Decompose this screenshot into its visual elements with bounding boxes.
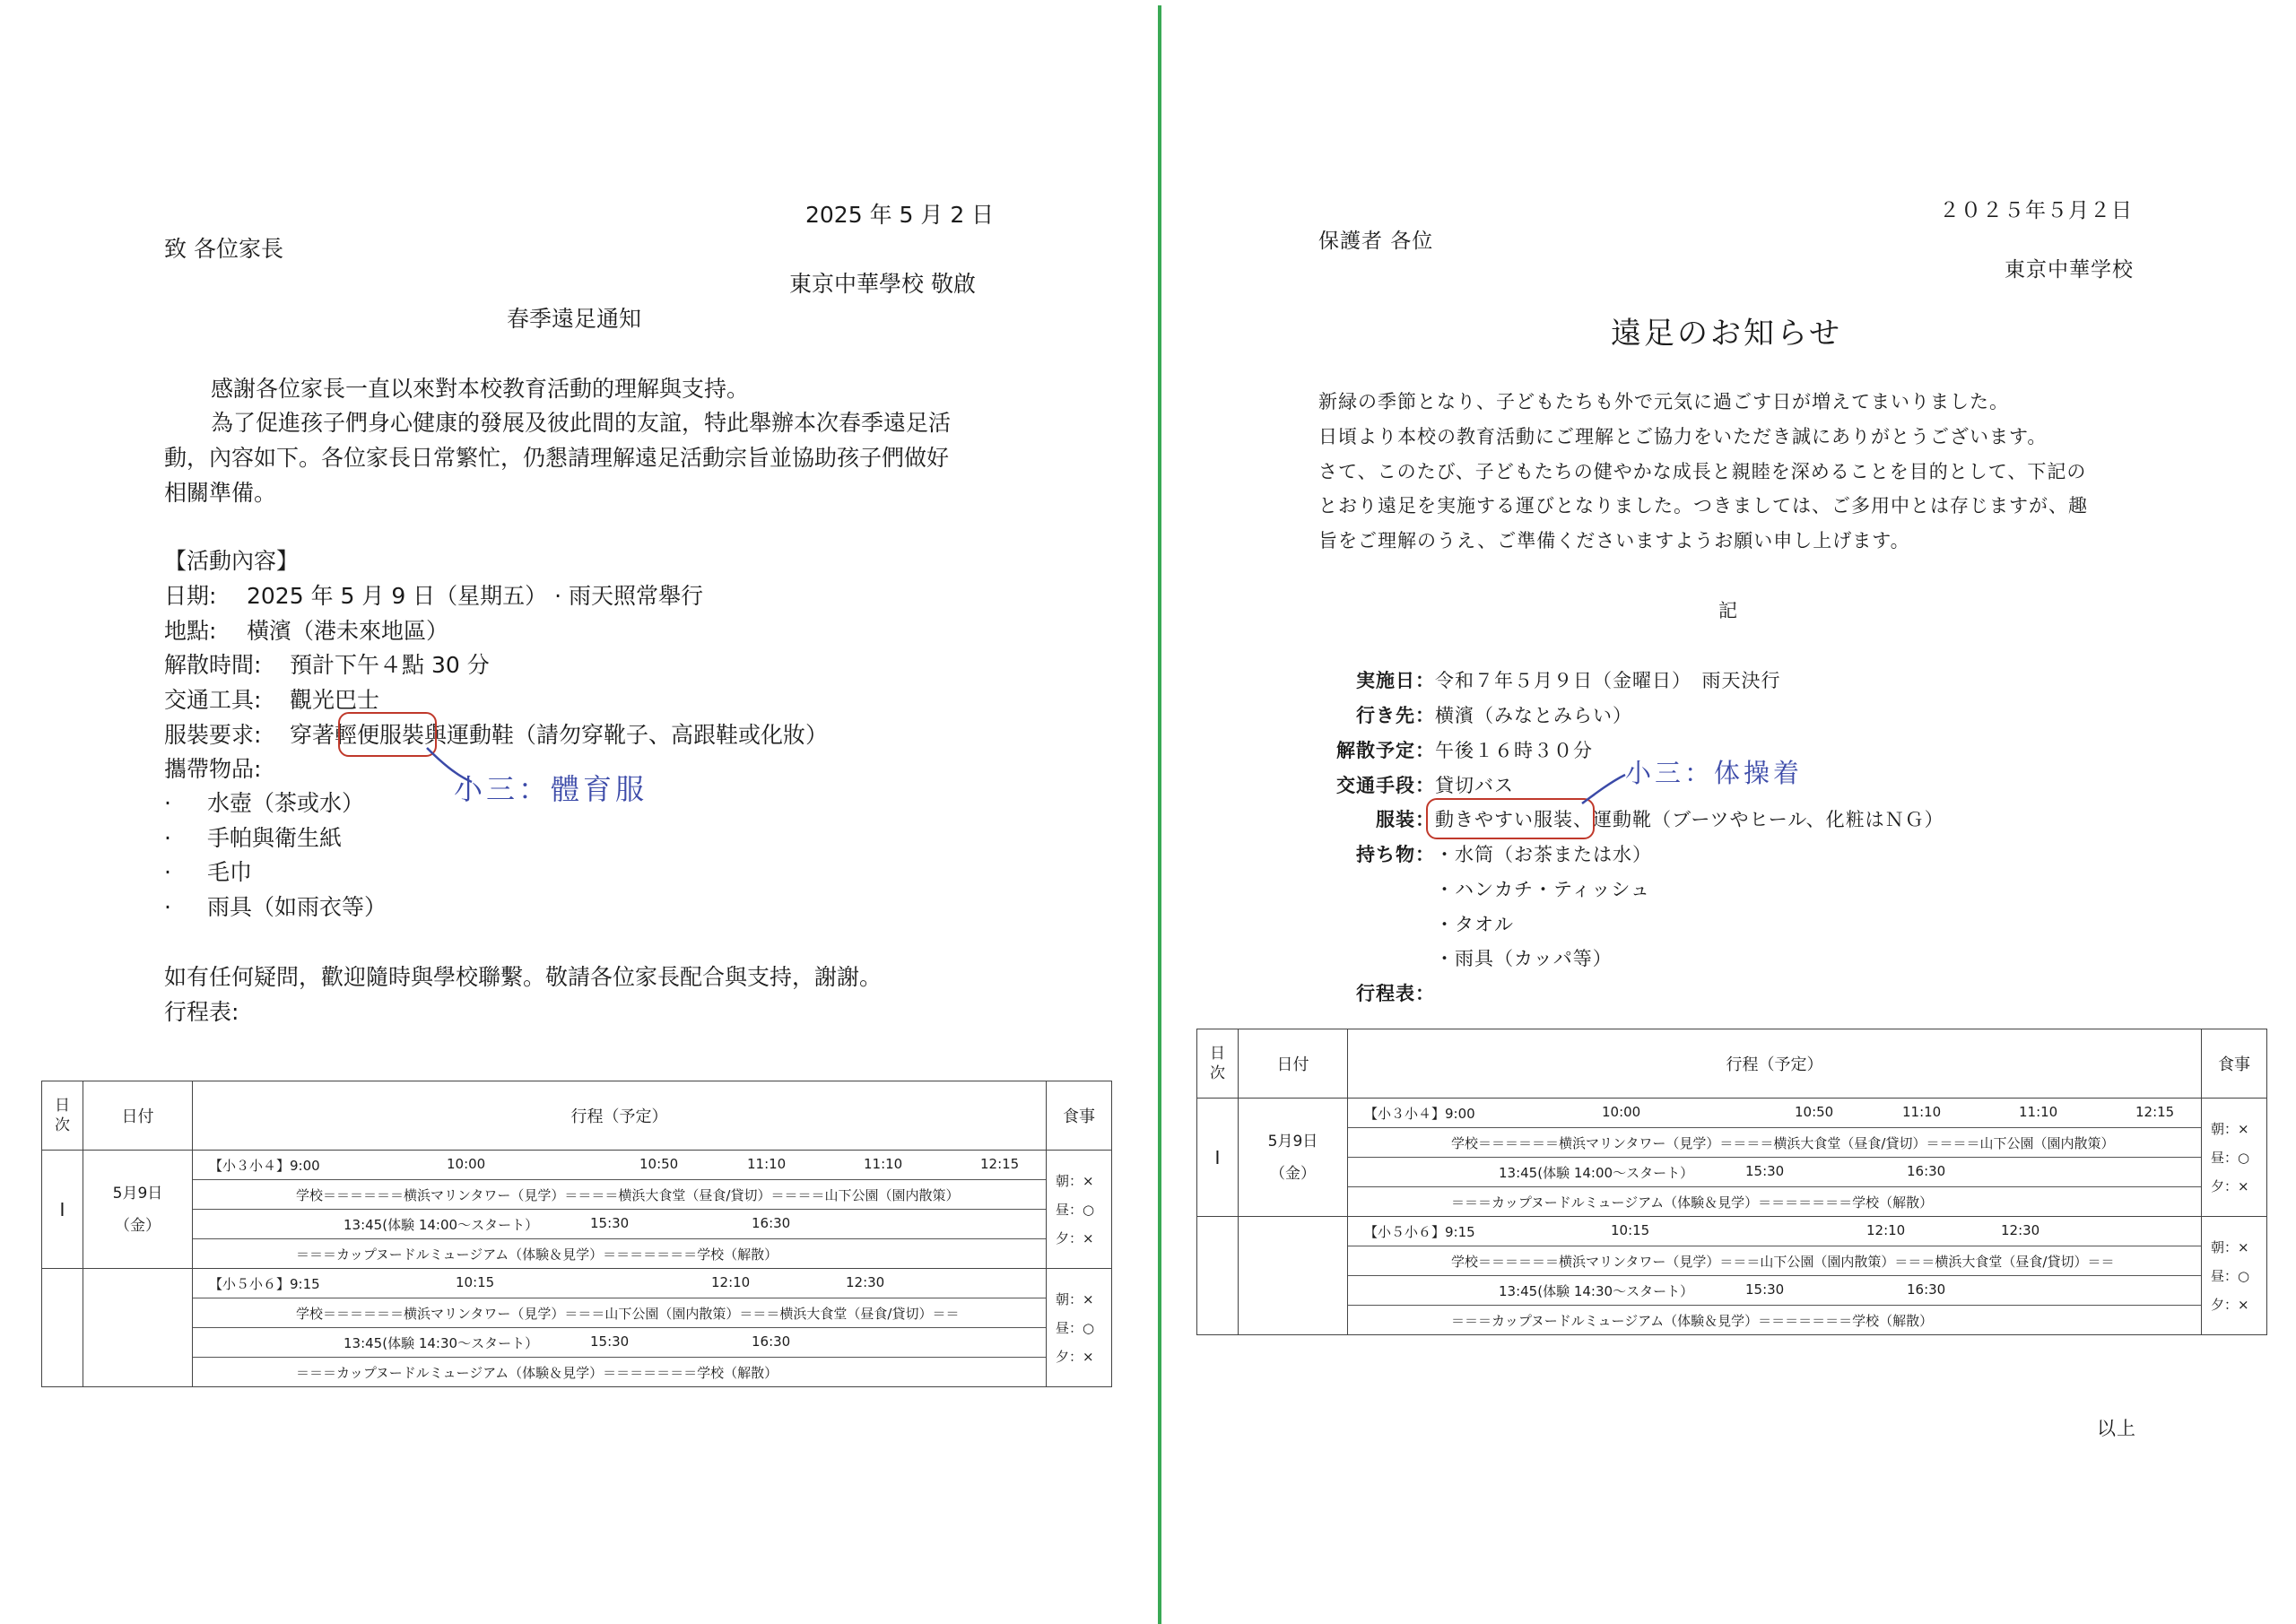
left-item-date: 日期: 2025 年 5 月 9 日（星期五） · 雨天照常舉行 xyxy=(164,583,704,609)
time-row: 13:45(体験 14:00～スタート） 15:30 16:30 xyxy=(193,1210,1046,1239)
right-annotation-stroke xyxy=(1578,768,1632,809)
right-item-dress: 服装：動きやすい服装、運動靴（ブーツやヒール、化粧はＮＧ） xyxy=(1376,809,1944,830)
header-meal: 食事 xyxy=(2202,1029,2267,1099)
right-para-line: 新緑の季節となり、子どもたちも外で元気に過ごす日が増えてまいりました。 xyxy=(1318,391,2009,413)
left-bring-item: · 水壺（茶或水） xyxy=(164,790,365,816)
right-annotation-note: 小三：体操着 xyxy=(1625,758,1804,788)
right-schedule-table xyxy=(1196,1029,2267,1335)
time-row: 13:45(体験 14:00～スタート） 15:30 16:30 xyxy=(1348,1158,2201,1187)
left-para2b: 動，內容如下。各位家長日常繁忙，仍懇請理解遠足活動宗旨並協助孩子們做好 xyxy=(164,445,950,471)
day-number: I xyxy=(1197,1099,1239,1217)
right-dress-highlight: 動きやすい服装、 xyxy=(1435,809,1593,830)
left-date: 2025 年 5 月 2 日 xyxy=(805,202,995,228)
meal-cell: 朝：× 昼：○ 夕：× xyxy=(1047,1269,1112,1387)
right-bring-item: ・タオル xyxy=(1435,914,1514,935)
left-section-heading: 【活動內容】 xyxy=(164,548,300,574)
route-row: ＝＝＝カップヌードルミュージアム（体験＆見学）＝＝＝＝＝＝＝学校（解散） xyxy=(296,1246,778,1263)
right-para-line: 旨をご理解のうえ、ご準備くださいますようお願い申し上げます。 xyxy=(1318,530,1910,551)
left-para1: 感謝各位家長一直以來對本校教育活動的理解與支持。 xyxy=(211,376,750,402)
right-schedule-label: 行程表： xyxy=(1356,983,1435,1004)
right-bring-item: ・ハンカチ・ティッシュ xyxy=(1435,879,1650,900)
meal-cell: 朝：× 昼：○ 夕：× xyxy=(1047,1151,1112,1269)
header-day: 日 次 xyxy=(42,1081,83,1151)
header-plan: 行程（予定） xyxy=(1348,1029,2202,1099)
left-sender: 東京中華學校 敬啟 xyxy=(789,271,976,297)
plan-group-2 xyxy=(1348,1217,2202,1335)
right-para-line: さて、このたび、子どもたちの健やかな成長と親睦を深めることを目的として、下記の xyxy=(1318,461,2087,482)
right-sender: 東京中華学校 xyxy=(2005,258,2134,282)
header-date: 日付 xyxy=(1239,1029,1348,1099)
right-date: ２０２５年５月２日 xyxy=(1939,199,2133,222)
time-row: 13:45(体験 14:30～スタート） 15:30 16:30 xyxy=(1348,1276,2201,1306)
right-para-line: とおり遠足を実施する運びとなりました。つきましては、ご多用中とは存じますが、趣 xyxy=(1318,495,2088,517)
plan-group-1 xyxy=(1348,1099,2202,1217)
route-row: ＝＝＝カップヌードルミュージアム（体験＆見学）＝＝＝＝＝＝＝学校（解散） xyxy=(1451,1313,1934,1329)
day-number-empty xyxy=(42,1269,83,1387)
route-row: 学校＝＝＝＝＝＝横浜マリンタワー（見学）＝＝＝＝横浜大食堂（昼食/貸切）＝＝＝＝山下公園（園内散策） xyxy=(193,1180,1046,1210)
right-bring-row: 持ち物：・水筒（お茶または水） xyxy=(1356,844,1652,865)
left-bring-label: 攜帶物品: xyxy=(164,756,262,782)
time-row: 13:45(体験 14:30～スタート） 15:30 16:30 xyxy=(193,1328,1046,1358)
left-item-dress: 服裝要求: 穿著輕便服裝與運動鞋（請勿穿靴子、高跟鞋或化妝） xyxy=(164,722,829,748)
left-title: 春季遠足通知 xyxy=(507,306,642,332)
meal-cell: 朝：× 昼：○ 夕：× xyxy=(2202,1099,2267,1217)
left-schedule-table xyxy=(41,1081,1112,1387)
route-row: ＝＝＝カップヌードルミュージアム（体験＆見学）＝＝＝＝＝＝＝学校（解散） xyxy=(296,1365,778,1381)
route-row: 学校＝＝＝＝＝＝横浜マリンタワー（見学）＝＝＝＝横浜大食堂（昼食/貸切）＝＝＝＝山下公園（園内散策） xyxy=(1348,1128,2201,1158)
right-ki: 記 xyxy=(1718,600,1738,621)
header-meal: 食事 xyxy=(1047,1081,1112,1151)
day-number-empty xyxy=(1197,1217,1239,1335)
right-item-place: 行き先：横濱（みなとみらい） xyxy=(1356,705,1632,726)
time-row: 【小３小４】9:00 10:00 10:50 11:10 11:10 12:15 xyxy=(193,1151,1046,1180)
right-item-dismissal: 解散予定：午後１６時３０分 xyxy=(1336,740,1593,761)
left-item-place: 地點: 橫濱（港未來地區） xyxy=(164,618,449,644)
left-dress-highlight: 輕便服裝 xyxy=(335,722,425,748)
left-item-dismissal: 解散時間: 預計下午４點 30 分 xyxy=(164,652,490,678)
right-item-date: 実施日：令和７年５月９日（金曜日） 雨天決行 xyxy=(1356,670,1781,691)
left-annotation-note: 小三：體育服 xyxy=(454,772,648,806)
left-schedule-label: 行程表: xyxy=(164,999,239,1025)
left-bring-item: · 手帕與衛生紙 xyxy=(164,825,343,851)
date-cell-empty xyxy=(83,1269,193,1387)
right-end-mark: 以上 xyxy=(2097,1418,2136,1439)
right-title: 遠足のお知らせ xyxy=(1611,316,1842,352)
plan-group-2 xyxy=(193,1269,1047,1387)
route-row: 学校＝＝＝＝＝＝横浜マリンタワー（見学）＝＝＝山下公園（園内散策）＝＝＝横浜大食堂（昼食/貸切）＝＝ xyxy=(193,1298,1046,1328)
day-number: I xyxy=(42,1151,83,1269)
time-row: 【小５小６】9:15 10:15 12:10 12:30 xyxy=(193,1269,1046,1298)
time-row: 【小３小４】9:00 10:00 10:50 11:10 11:10 12:15 xyxy=(1348,1099,2201,1128)
left-bring-item: · 雨具（如雨衣等） xyxy=(164,894,387,920)
left-closing: 如有任何疑問，歡迎隨時與學校聯繫。敬請各位家長配合與支持，謝謝。 xyxy=(164,964,883,990)
right-para-line: 日頃より本校の教育活動にご理解とご協力をいただき誠にありがとうございます。 xyxy=(1318,426,2048,447)
date-cell: 5月9日 （金） xyxy=(83,1151,193,1269)
header-day: 日 次 xyxy=(1197,1029,1239,1099)
date-cell: 5月9日 （金） xyxy=(1239,1099,1348,1217)
left-para2c: 相關準備。 xyxy=(164,480,277,506)
date-cell-empty xyxy=(1239,1217,1348,1335)
right-addressee: 保護者 各位 xyxy=(1318,230,1434,253)
right-bring-item: ・雨具（カッパ等） xyxy=(1435,948,1613,969)
header-date: 日付 xyxy=(83,1081,193,1151)
route-row: 学校＝＝＝＝＝＝横浜マリンタワー（見学）＝＝＝山下公園（園内散策）＝＝＝横浜大食堂（昼食/貸切）＝＝ xyxy=(1348,1246,2201,1276)
left-addressee: 致 各位家長 xyxy=(164,236,283,262)
right-item-transport: 交通手段：貸切バス xyxy=(1336,775,1514,796)
route-row: ＝＝＝カップヌードルミュージアム（体験＆見学）＝＝＝＝＝＝＝学校（解散） xyxy=(1451,1194,1934,1211)
left-bring-item: · 毛巾 xyxy=(164,859,253,885)
plan-group-1 xyxy=(193,1151,1047,1269)
left-item-transport: 交通工具: 觀光巴士 xyxy=(164,687,380,713)
right-red-circle xyxy=(1426,798,1595,839)
left-para2a: 為了促進孩子們身心健康的發展及彼此間的友誼，特此舉辦本次春季遠足活 xyxy=(211,410,952,436)
page-divider xyxy=(1158,5,1161,1624)
time-row: 【小５小６】9:15 10:15 12:10 12:30 xyxy=(1348,1217,2201,1246)
header-plan: 行程（予定） xyxy=(193,1081,1047,1151)
meal-cell: 朝：× 昼：○ 夕：× xyxy=(2202,1217,2267,1335)
